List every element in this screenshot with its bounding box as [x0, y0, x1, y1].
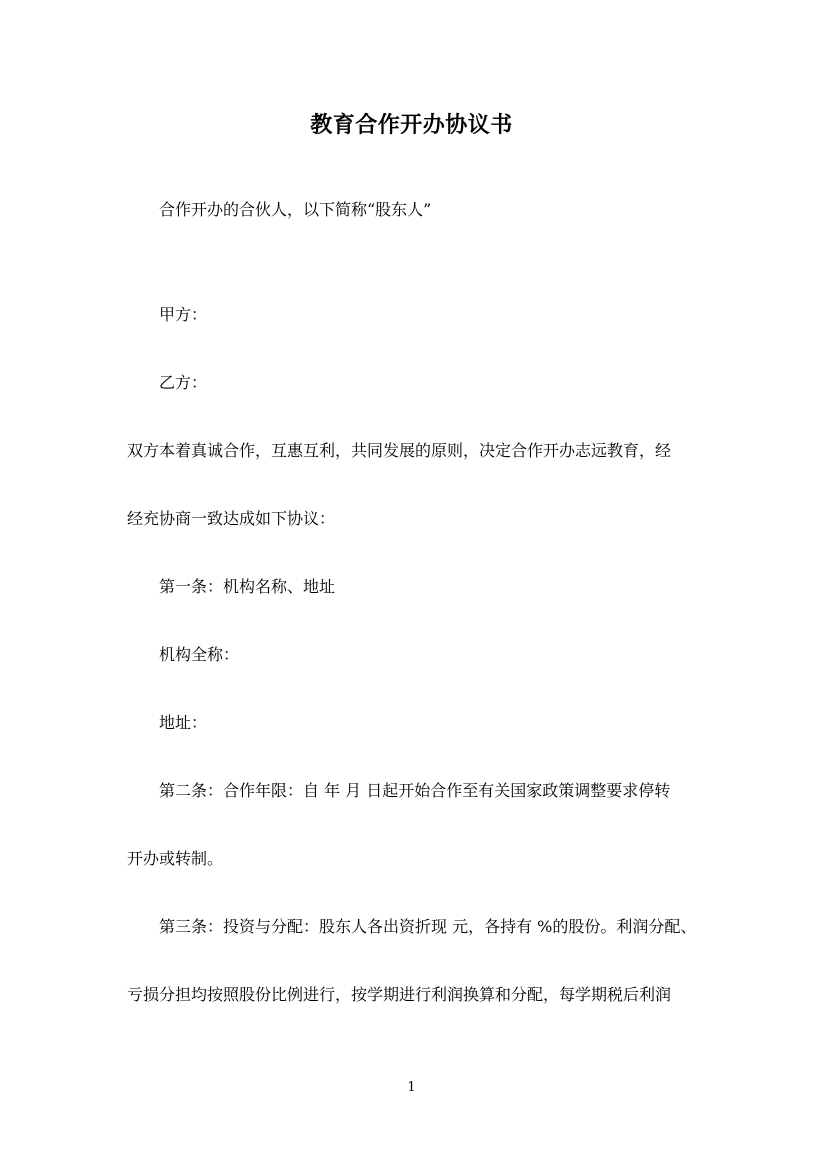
article-3-line-2: 亏损分担均按照股份比例进行，按学期进行利润换算和分配，每学期税后利润: [127, 985, 672, 1004]
article-3-line-1: 第三条：投资与分配：股东人各出资折现 元，各持有 %的股份。利润分配、: [159, 917, 697, 936]
institution-name-line: 机构全称：: [159, 645, 240, 664]
article-2-line-2: 开办或转制。: [127, 849, 224, 868]
intro-paragraph: 合作开办的合伙人，以下简称“股东人”: [159, 200, 432, 219]
principle-paragraph-line-1: 双方本着真诚合作，互惠互利，共同发展的原则，决定合作开办志远教育，经: [127, 441, 672, 460]
document-title: 教育合作开办协议书: [310, 112, 513, 138]
article-1-heading: 第一条：机构名称、地址: [159, 577, 336, 596]
party-a-line: 甲方：: [159, 305, 208, 324]
party-b-line: 乙方：: [159, 373, 208, 392]
address-line: 地址：: [159, 713, 208, 732]
principle-paragraph-line-2: 经充协商一致达成如下协议：: [127, 509, 336, 528]
page-number: 1: [407, 1080, 416, 1095]
article-2-line-1: 第二条：合作年限：自 年 月 日起开始合作至有关国家政策调整要求停转: [159, 781, 671, 800]
